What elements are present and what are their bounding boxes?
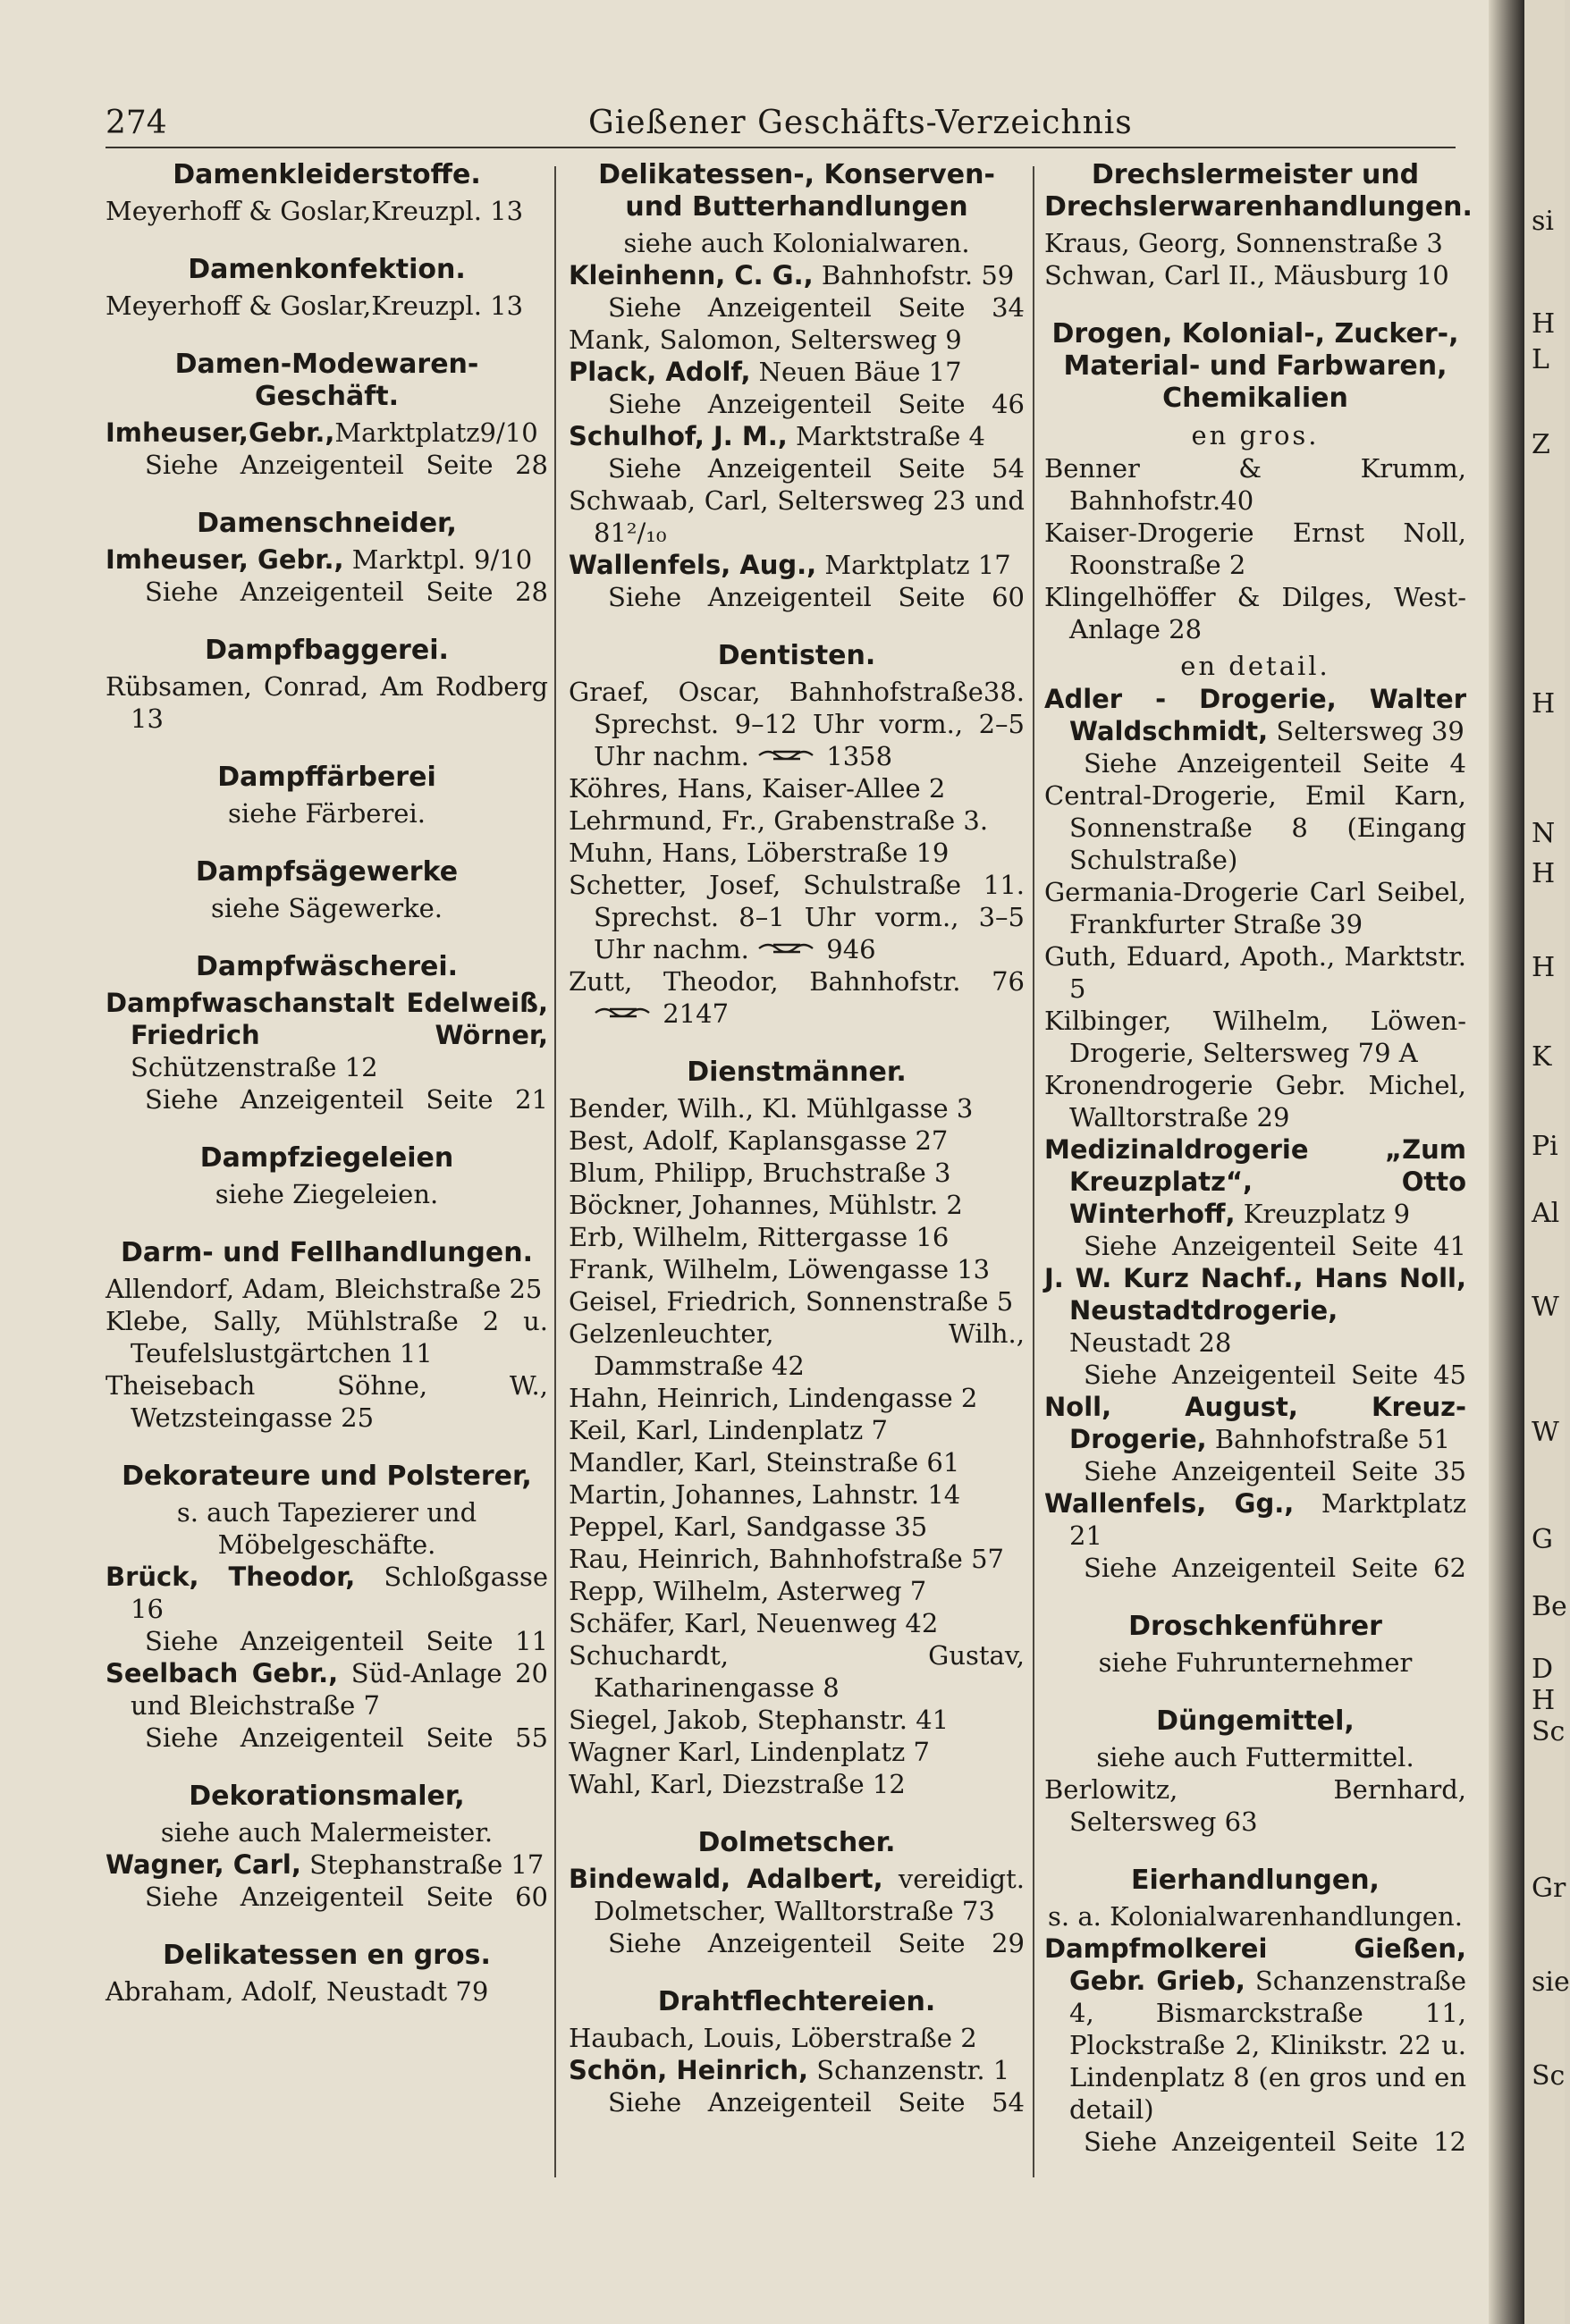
directory-entry (1044, 1773, 1466, 1838)
directory-entry (106, 1848, 548, 1881)
entry-text: Graef, Oscar, Bahnhofstraße38. Sprechst. 9–12 Uhr vorm., 2–5 Uhr nachm. (569, 677, 1025, 771)
directory-entry (569, 676, 1025, 772)
facing-page-edge (1524, 0, 1570, 2324)
entry-text: Schützenstraße 12 (131, 1052, 378, 1082)
entry-text: Schäfer, Karl, Neuenweg 42 (569, 1608, 939, 1638)
directory-entry (1044, 581, 1466, 645)
entry-text: Stephanstraße 17 (300, 1849, 544, 1880)
facing-page-fragment: Al (1532, 1198, 1560, 1229)
directory-section (106, 1781, 548, 1913)
directory-section (569, 159, 1025, 613)
directory-entry (106, 290, 548, 322)
column-2 (569, 159, 1025, 2184)
entry-name: Bindewald, Adalbert, (569, 1864, 883, 1894)
facing-page-fragment: Sc (1532, 2060, 1566, 2092)
facing-page-fragment: Sc (1532, 1716, 1566, 1747)
advertisement-reference: Siehe Anzeigenteil Seite 21 (145, 1084, 548, 1115)
section-heading: Dienstmänner. (687, 1057, 907, 1088)
entry-text: Neuen Bäue 17 (750, 357, 962, 387)
facing-page-fragment: Gr (1532, 1873, 1566, 1904)
section-heading: Dampfwäscherei. (195, 951, 459, 982)
directory-section (106, 856, 548, 924)
directory-section (569, 1827, 1025, 1959)
entry-text: Gelzenleuchter, Wilh., Dammstraße 42 (569, 1318, 1025, 1381)
column-divider (1033, 166, 1034, 2177)
directory-entry (569, 1863, 1025, 1927)
telephone-icon (757, 940, 818, 956)
column-1 (106, 159, 548, 2184)
directory-entry (1044, 227, 1466, 259)
directory-entry (1044, 1262, 1466, 1359)
directory-entry (1044, 1932, 1466, 2126)
section-heading: Delikatessen en gros. (163, 1940, 491, 1971)
facing-page-fragment: L (1532, 344, 1549, 375)
entry-text: Bahnhofstr. 59 (813, 260, 1015, 290)
directory-entry (569, 1092, 1025, 1124)
directory-entry (569, 869, 1025, 965)
directory-section (106, 254, 548, 322)
cross-reference: s. a. Kolonialwarenhandlungen. (1048, 1901, 1463, 1932)
entry-text: Schuchardt, Gustav, Katharinengasse 8 (569, 1640, 1025, 1703)
section-heading: Drahtflechtereien. (657, 1986, 936, 2017)
entry-text: Neustadt 28 (1069, 1327, 1232, 1358)
advertisement-reference: Siehe Anzeigenteil Seite 28 (145, 450, 548, 480)
entry-text: Meyerhoff & Goslar,Kreuzpl. 13 (106, 290, 524, 321)
listing-columns (106, 159, 1473, 2184)
entry-text: Guth, Eduard, Apoth., Marktstr. 5 (1044, 941, 1466, 1004)
facing-page-fragment: Z (1532, 429, 1550, 460)
directory-entry (569, 1124, 1025, 1157)
entry-text: Böckner, Johannes, Mühlstr. 2 (569, 1190, 963, 1220)
directory-entry (1044, 259, 1466, 291)
directory-entry (569, 1478, 1025, 1511)
advertisement-reference: Siehe Anzeigenteil Seite 45 (1084, 1360, 1466, 1390)
entry-text: Mank, Salomon, Seltersweg 9 (569, 324, 962, 355)
directory-section (569, 1986, 1025, 2118)
directory-section (106, 1237, 548, 1434)
directory-entry (1044, 517, 1466, 581)
directory-entry (569, 1253, 1025, 1285)
advertisement-reference: Siehe Anzeigenteil Seite 11 (145, 1626, 548, 1656)
facing-page-fragment: H (1532, 308, 1556, 340)
directory-section (1044, 159, 1473, 291)
section-heading: Dampfsägewerke (195, 856, 459, 888)
phone-number: 2147 (654, 998, 730, 1029)
directory-entry (106, 987, 548, 1083)
advertisement-reference: Siehe Anzeigenteil Seite 60 (608, 582, 1025, 612)
directory-section (106, 762, 548, 829)
facing-page-fragment: sie (1532, 1966, 1570, 1998)
directory-entry (569, 1575, 1025, 1607)
advertisement-reference: Siehe Anzeigenteil Seite 12 (1084, 2126, 1466, 2157)
directory-entry (106, 417, 548, 449)
entry-name: Imheuser,Gebr., (106, 417, 335, 448)
entry-text: Wagner Karl, Lindenplatz 7 (569, 1737, 930, 1767)
directory-entry (569, 804, 1025, 837)
entry-text: vereidigt. Dolmetscher, Walltorstraße 73 (594, 1864, 1025, 1926)
entry-name: Noll, August, Kreuz-Drogerie, (1044, 1392, 1466, 1454)
entry-text: Schloßgasse 16 (131, 1562, 548, 1624)
entry-text: Schanzenstr. 1 (808, 2055, 1010, 2085)
entry-text: Theisebach Söhne, W., Wetzsteingasse 25 (106, 1370, 548, 1433)
directory-entry (1044, 876, 1466, 940)
directory-section (569, 640, 1025, 1030)
directory-section (106, 159, 548, 227)
directory-entry (106, 670, 548, 735)
cross-reference: siehe Sägewerke. (210, 893, 443, 923)
facing-page-fragment: Be (1532, 1591, 1567, 1622)
advertisement-reference: Siehe Anzeigenteil Seite 55 (145, 1722, 548, 1753)
entry-text: Siegel, Jakob, Stephanstr. 41 (569, 1705, 950, 1735)
directory-entry (569, 772, 1025, 804)
entry-text: Geisel, Friedrich, Sonnenstraße 5 (569, 1286, 1014, 1317)
directory-entry (1044, 1133, 1466, 1230)
cross-reference: siehe auch Futtermittel. (1096, 1742, 1414, 1772)
advertisement-reference: Siehe Anzeigenteil Seite 29 (608, 1928, 1025, 1958)
cross-reference: siehe Ziegeleien. (215, 1179, 439, 1209)
phone-number: 946 (818, 934, 876, 964)
directory-entry (569, 1768, 1025, 1800)
directory-entry (1044, 940, 1466, 1005)
section-heading: Eierhandlungen, (1131, 1865, 1380, 1896)
entry-text: Germania-Drogerie Carl Seibel, Frankfurter Straße 39 (1044, 877, 1466, 939)
facing-page-fragment: H (1532, 1685, 1556, 1716)
entry-text: Blum, Philipp, Bruchstraße 3 (569, 1158, 951, 1188)
entry-name: Dampfwaschanstalt Edelweiß, Friedrich Wörner, (106, 988, 548, 1050)
directory-entry (569, 1221, 1025, 1253)
telephone-icon (757, 747, 818, 763)
advertisement-reference: Siehe Anzeigenteil Seite 35 (1084, 1456, 1466, 1486)
entry-text: Allendorf, Adam, Bleichstraße 25 (106, 1274, 543, 1304)
entry-text: Köhres, Hans, Kaiser-Allee 2 (569, 773, 946, 804)
advertisement-reference: Siehe Anzeigenteil Seite 41 (1084, 1231, 1466, 1261)
cross-reference: s. auch Tapezierer und Möbelgeschäfte. (176, 1497, 477, 1560)
section-heading: Dentisten. (717, 640, 876, 671)
entry-text: Bahnhofstraße 51 (1206, 1424, 1451, 1454)
page-header (106, 100, 1456, 148)
facing-page-fragment: si (1532, 206, 1554, 237)
entry-text: Haubach, Louis, Löberstraße 2 (569, 2023, 977, 2053)
page-number: 274 (106, 105, 167, 141)
section-heading: Dekorateure und Polsterer, (122, 1461, 532, 1492)
directory-entry (569, 1511, 1025, 1543)
directory-section (106, 1142, 548, 1210)
entry-text: Süd-Anlage 20 und Bleichstraße 7 (131, 1658, 548, 1721)
cross-reference: siehe Fuhrunternehmer (1098, 1647, 1413, 1678)
directory-entry (569, 1285, 1025, 1318)
directory-entry (569, 965, 1025, 1030)
section-heading: Dolmetscher. (697, 1827, 896, 1858)
entry-text: Martin, Johannes, Lahnstr. 14 (569, 1479, 961, 1510)
entry-text: Berlowitz, Bernhard, Seltersweg 63 (1044, 1774, 1466, 1837)
cross-reference: siehe Färberei. (228, 798, 426, 829)
directory-section (106, 508, 548, 608)
cross-reference: siehe auch Kolonialwaren. (623, 228, 970, 258)
entry-text: Klebe, Sally, Mühlstraße 2 u. Teufelslustgärtchen 11 (106, 1306, 548, 1368)
directory-entry (1044, 779, 1466, 876)
entry-text: Rau, Heinrich, Bahnhofstraße 57 (569, 1544, 1004, 1574)
book-gutter (1489, 0, 1524, 2324)
subheading: en detail. (1180, 651, 1330, 681)
facing-page-fragment: W (1532, 1292, 1559, 1323)
entry-text: Schetter, Josef, Schulstraße 11. Sprechst. 8–1 Uhr vorm., 3–5 Uhr nachm. (569, 870, 1025, 964)
entry-text: Erb, Wilhelm, Rittergasse 16 (569, 1222, 950, 1252)
entry-text: Schwaab, Carl, Seltersweg 23 und 81²/₁₀ (569, 485, 1025, 548)
entry-text: Frank, Wilhelm, Löwengasse 13 (569, 1254, 991, 1284)
facing-page-fragment: N (1532, 818, 1556, 849)
directory-entry (569, 2054, 1025, 2086)
directory-entry (1044, 1005, 1466, 1069)
advertisement-reference: Siehe Anzeigenteil Seite 4 (1084, 748, 1466, 779)
directory-section (106, 349, 548, 481)
section-heading: Damenschneider, (197, 508, 457, 539)
entry-text: Marktplatz 17 (816, 550, 1011, 580)
entry-text: Bender, Wilh., Kl. Mühlgasse 3 (569, 1093, 974, 1124)
entry-text: Central-Drogerie, Emil Karn, Sonnenstraße 8 (Eingang Schulstraße) (1044, 780, 1466, 875)
entry-name: J. W. Kurz Nachf., Hans Noll, Neustadtdrogerie, (1044, 1263, 1466, 1326)
directory-entry (106, 1561, 548, 1625)
entry-name: Kleinhenn, C. G., (569, 260, 814, 290)
directory-entry (569, 837, 1025, 869)
column-3 (1044, 159, 1473, 2184)
directory-entry (1044, 1069, 1466, 1133)
advertisement-reference: Siehe Anzeigenteil Seite 46 (608, 389, 1025, 419)
subheading: en gros. (1191, 420, 1320, 450)
entry-name: Dampfmolkerei Gießen, Gebr. Grieb, (1044, 1933, 1466, 1996)
directory-entry (569, 1543, 1025, 1575)
directory-entry (569, 1382, 1025, 1414)
facing-page-fragment: G (1532, 1524, 1553, 1555)
facing-page-fragment: Pi (1532, 1131, 1558, 1162)
directory-entry (569, 1607, 1025, 1639)
entry-text: Peppel, Karl, Sandgasse 35 (569, 1511, 928, 1542)
entry-text: Wahl, Karl, Diezstraße 12 (569, 1769, 906, 1799)
advertisement-reference: Siehe Anzeigenteil Seite 54 (608, 453, 1025, 484)
directory-entry (569, 1639, 1025, 1704)
advertisement-reference: Siehe Anzeigenteil Seite 28 (145, 577, 548, 607)
facing-page-fragment: H (1532, 858, 1556, 889)
directory-section (1044, 1865, 1466, 2158)
running-title: Gießener Geschäfts-Verzeichnis (588, 105, 1133, 141)
telephone-icon (594, 1005, 654, 1021)
section-heading: Dampfbaggerei. (205, 635, 449, 666)
entry-text: Kraus, Georg, Sonnenstraße 3 (1044, 228, 1443, 258)
directory-entry (106, 1975, 548, 2008)
entry-name: Wallenfels, Aug., (569, 550, 817, 580)
section-heading: Damen-Modewaren-Geschäft. (174, 349, 479, 412)
section-heading: Darm- und Fellhandlungen. (121, 1237, 533, 1268)
entry-text: Lehrmund, Fr., Grabenstraße 3. (569, 805, 989, 836)
entry-name: Brück, Theodor, (106, 1562, 356, 1592)
entry-text: Marktplatz 21 (1069, 1488, 1466, 1551)
entry-text: Marktpl. 9/10 (343, 544, 533, 575)
directory-section (1044, 318, 1466, 1584)
directory-entry (1044, 1487, 1466, 1552)
entry-text: Hahn, Heinrich, Lindengasse 2 (569, 1383, 978, 1413)
entry-text: Benner & Krumm, Bahnhofstr.40 (1044, 453, 1466, 516)
directory-entry (106, 543, 548, 576)
directory-entry (569, 356, 1025, 388)
directory-entry (106, 1369, 548, 1434)
entry-text: Repp, Wilhelm, Asterweg 7 (569, 1576, 927, 1606)
advertisement-reference: Siehe Anzeigenteil Seite 60 (145, 1882, 548, 1912)
directory-entry (569, 484, 1025, 549)
directory-entry (106, 1305, 548, 1369)
entry-text: Kronendrogerie Gebr. Michel, Walltorstraße 29 (1044, 1070, 1466, 1133)
directory-entry (569, 549, 1025, 581)
directory-entry (569, 420, 1025, 452)
directory-entry (569, 324, 1025, 356)
directory-section (106, 1940, 548, 2008)
directory-entry (569, 1414, 1025, 1446)
section-heading: Dekorationsmaler, (189, 1781, 465, 1812)
directory-entry (569, 259, 1025, 291)
facing-page-fragment: W (1532, 1417, 1559, 1448)
directory-entry (569, 1736, 1025, 1768)
directory-section (106, 635, 548, 735)
entry-name: Seelbach Gebr., (106, 1658, 339, 1688)
section-heading: Düngemittel, (1156, 1705, 1355, 1737)
entry-text: Kreuzplatz 9 (1235, 1199, 1411, 1229)
entry-text: Klingelhöffer & Dilges, West-Anlage 28 (1044, 582, 1466, 644)
phone-number: 1358 (818, 741, 893, 771)
facing-page-fragment: H (1532, 952, 1556, 983)
directory-section (106, 1461, 548, 1754)
entry-text: Marktstraße 4 (787, 421, 986, 451)
directory-entry (569, 2022, 1025, 2054)
advertisement-reference: Siehe Anzeigenteil Seite 62 (1084, 1553, 1466, 1583)
directory-entry (106, 1273, 548, 1305)
column-divider (554, 166, 556, 2177)
section-heading: Damenkleiderstoffe. (173, 159, 481, 190)
cross-reference: siehe auch Malermeister. (160, 1817, 494, 1848)
entry-text: Zutt, Theodor, Bahnhofstr. 76 (569, 966, 1025, 997)
directory-entry (569, 1318, 1025, 1382)
directory-section (1044, 1611, 1466, 1679)
entry-text: Keil, Karl, Lindenplatz 7 (569, 1415, 888, 1445)
entry-text: Seltersweg 39 (1268, 716, 1464, 746)
advertisement-reference: Siehe Anzeigenteil Seite 34 (608, 292, 1025, 323)
directory-entry (569, 1189, 1025, 1221)
entry-name: Medizinaldrogerie „Zum Kreuzplatz“, Otto Winterhoff, (1044, 1134, 1466, 1229)
entry-name: Schulhof, J. M., (569, 421, 788, 451)
entry-text: Muhn, Hans, Löberstraße 19 (569, 838, 950, 868)
entry-name: Adler - Drogerie, Walter Waldschmidt, (1044, 684, 1466, 746)
directory-entry (569, 1704, 1025, 1736)
directory-entry (569, 1446, 1025, 1478)
section-heading: Drechslermeister und Drechslerwarenhandlungen. (1044, 159, 1473, 223)
section-heading: Dampffärberei (217, 762, 436, 793)
entry-name: Plack, Adolf, (569, 357, 751, 387)
entry-text: Best, Adolf, Kaplansgasse 27 (569, 1125, 949, 1156)
entry-text: Rübsamen, Conrad, Am Rodberg 13 (106, 671, 548, 734)
entry-text: Schanzenstraße 4, Bismarckstraße 11, Plockstraße 2, Klinikstr. 22 u. Lindenplatz 8 (en gros und en detail) (1069, 1966, 1466, 2125)
entry-text: Marktplatz9/10 (334, 417, 538, 448)
entry-text: Schwan, Carl II., Mäusburg 10 (1044, 260, 1449, 290)
entry-text: Kaiser-Drogerie Ernst Noll, Roonstraße 2 (1044, 518, 1466, 580)
directory-section (1044, 1705, 1466, 1838)
facing-page-fragment: K (1532, 1041, 1552, 1073)
directory-entry (106, 1657, 548, 1722)
directory-entry (1044, 1391, 1466, 1455)
directory-entry (1044, 452, 1466, 517)
section-heading: Damenkonfektion. (188, 254, 466, 285)
directory-entry (1044, 683, 1466, 747)
entry-name: Imheuser, Gebr., (106, 544, 344, 575)
directory-entry (106, 195, 548, 227)
entry-text: Mandler, Karl, Steinstraße 61 (569, 1447, 960, 1478)
facing-page-fragment: H (1532, 688, 1556, 720)
facing-page-fragment: D (1532, 1654, 1554, 1685)
entry-name: Wagner, Carl, (106, 1849, 301, 1880)
entry-name: Schön, Heinrich, (569, 2055, 809, 2085)
section-heading: Droschkenführer (1128, 1611, 1382, 1642)
entry-name: Wallenfels, Gg., (1044, 1488, 1295, 1519)
directory-entry (569, 1157, 1025, 1189)
section-heading: Delikatessen-, Konserven- und Butterhandlungen (598, 159, 995, 223)
entry-text: Kilbinger, Wilhelm, Löwen-Drogerie, Seltersweg 79 A (1044, 1006, 1466, 1068)
entry-text: Meyerhoff & Goslar,Kreuzpl. 13 (106, 196, 524, 226)
section-heading: Drogen, Kolonial-, Zucker-, Material- und Farbwaren, Chemikalien (1051, 318, 1459, 414)
entry-text: Abraham, Adolf, Neustadt 79 (106, 1976, 489, 2007)
advertisement-reference: Siehe Anzeigenteil Seite 54 (608, 2087, 1025, 2118)
section-heading: Dampfziegeleien (199, 1142, 454, 1174)
directory-section (569, 1057, 1025, 1800)
directory-section (106, 951, 548, 1116)
